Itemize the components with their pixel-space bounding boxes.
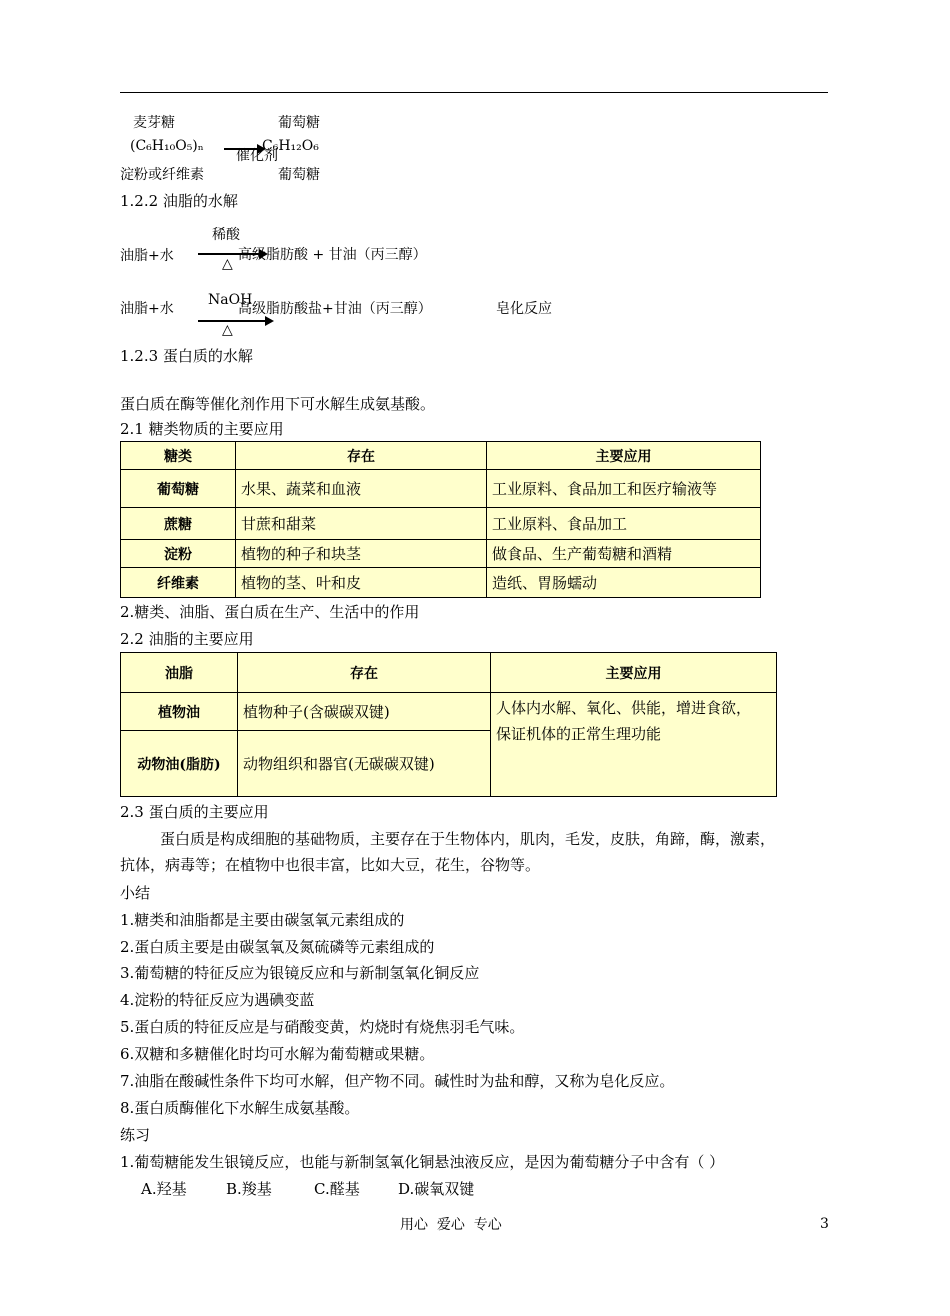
- summary-item: 8.蛋白质酶催化下水解生成氨基酸。: [120, 1099, 360, 1117]
- reaction-arrow: [198, 320, 272, 322]
- saponification-label: 皂化反应: [496, 301, 552, 317]
- table-header-cell: 主要应用: [491, 653, 777, 693]
- summary-title: 小结: [120, 884, 151, 902]
- table-cell: 工业原料、食品加工和医疗输液等: [487, 470, 761, 508]
- table-header-cell: 糖类: [121, 442, 236, 470]
- exercise-option: B.羧基: [226, 1180, 272, 1198]
- sugar-applications-table: [120, 441, 761, 598]
- table-cell: 工业原料、食品加工: [487, 508, 761, 540]
- section-heading: 1.2.2 油脂的水解: [120, 192, 238, 210]
- summary-item: 4.淀粉的特征反应为遇碘变蓝: [120, 991, 315, 1009]
- section-heading: 2.糖类、油脂、蛋白质在生产、生活中的作用: [120, 603, 420, 621]
- fat-water-label: 油脂+水: [120, 248, 174, 264]
- exercise-option: A.羟基: [141, 1180, 187, 1198]
- table-cell: 造纸、胃肠蠕动: [487, 568, 761, 598]
- table-row: [121, 540, 761, 568]
- heat-symbol: △: [222, 256, 233, 272]
- catalyst-label: 催化剂: [236, 148, 278, 164]
- footer-motto: 用心 爱心 专心: [400, 1217, 502, 1233]
- table-cell: 植物的种子和块茎: [236, 540, 487, 568]
- glucose-bottom-label: 葡萄糖: [278, 167, 320, 183]
- starch-formula: (C₆H₁₀O₅)ₙ: [130, 138, 204, 154]
- fat-base-products: 高级脂肪酸盐+甘油（丙三醇）: [238, 301, 432, 317]
- exercise-title: 练习: [120, 1126, 151, 1144]
- table-header-cell: 油脂: [121, 653, 238, 693]
- table-row: [121, 568, 761, 598]
- table-cell: 蔗糖: [121, 508, 236, 540]
- protein-paragraph: 蛋白质是构成细胞的基础物质，主要存在于生物体内，肌肉，毛发，皮肤，角蹄，酶，激素，: [160, 830, 776, 848]
- protein-paragraph: 抗体，病毒等；在植物中也很丰富，比如大豆，花生，谷物等。: [120, 856, 541, 874]
- exercise-option: D.碳氧双键: [398, 1180, 475, 1198]
- table-header-cell: 主要应用: [487, 442, 761, 470]
- section-heading: 2.1 糖类物质的主要应用: [120, 420, 284, 438]
- fat-water-label: 油脂+水: [120, 301, 174, 317]
- table-header-row: [121, 442, 761, 470]
- exercise-question: 1.葡萄糖能发生银镜反应，也能与新制氢氧化铜悬浊液反应，是因为葡萄糖分子中含有（ ）: [120, 1153, 725, 1171]
- table-cell: 植物种子(含碳碳双键): [238, 693, 491, 731]
- table-row: [121, 470, 761, 508]
- glucose-formula: C₆H₁₂O₆: [262, 138, 319, 154]
- table-cell: 植物油: [121, 693, 238, 731]
- summary-item: 3.葡萄糖的特征反应为银镜反应和与新制氢氧化铜反应: [120, 964, 480, 982]
- fat-application-line: 人体内水解、氧化、供能，增进食欲，: [496, 699, 752, 717]
- exercise-option: C.醛基: [314, 1180, 360, 1198]
- table-cell: 葡萄糖: [121, 470, 236, 508]
- table-cell: 动物组织和器官(无碳碳双键): [238, 731, 491, 797]
- section-heading: 2.3 蛋白质的主要应用: [120, 803, 269, 821]
- table-cell: 甘蔗和甜菜: [236, 508, 487, 540]
- glucose-top-label: 葡萄糖: [278, 115, 320, 131]
- starch-cellulose-label: 淀粉或纤维素: [120, 167, 204, 183]
- header-rule: [120, 92, 828, 93]
- protein-hydrolysis-text: 蛋白质在酶等催化剂作用下可水解生成氨基酸。: [120, 395, 436, 413]
- fat-acid-products: 高级脂肪酸 + 甘油（丙三醇）: [238, 247, 427, 263]
- fat-applications-table: [120, 652, 777, 797]
- table-cell: [491, 693, 777, 797]
- table-cell: 植物的茎、叶和皮: [236, 568, 487, 598]
- fat-application-line: 保证机体的正常生理功能: [496, 725, 662, 743]
- acid-label: 稀酸: [212, 227, 240, 243]
- table-row: [121, 693, 777, 731]
- page-number: 3: [820, 1216, 829, 1232]
- summary-item: 1.糖类和油脂都是主要由碳氢氧元素组成的: [120, 911, 405, 929]
- summary-item: 5.蛋白质的特征反应是与硝酸变黄，灼烧时有烧焦羽毛气味。: [120, 1018, 525, 1036]
- table-cell: 纤维素: [121, 568, 236, 598]
- heat-symbol: △: [222, 322, 233, 338]
- section-heading: 1.2.3 蛋白质的水解: [120, 347, 253, 365]
- section-heading: 2.2 油脂的主要应用: [120, 630, 254, 648]
- summary-item: 7.油脂在酸碱性条件下均可水解，但产物不同。碱性时为盐和醇，又称为皂化反应。: [120, 1072, 675, 1090]
- table-header-row: [121, 653, 777, 693]
- naoh-label: NaOH: [208, 292, 253, 308]
- table-cell: 淀粉: [121, 540, 236, 568]
- table-cell: 水果、蔬菜和血液: [236, 470, 487, 508]
- summary-item: 6.双糖和多糖催化时均可水解为葡萄糖或果糖。: [120, 1045, 435, 1063]
- table-row: [121, 508, 761, 540]
- table-cell: 动物油(脂肪): [121, 731, 238, 797]
- table-header-cell: 存在: [236, 442, 487, 470]
- table-header-cell: 存在: [238, 653, 491, 693]
- summary-item: 2.蛋白质主要是由碳氢氧及氮硫磷等元素组成的: [120, 938, 435, 956]
- table-cell: 做食品、生产葡萄糖和酒精: [487, 540, 761, 568]
- maltose-label: 麦芽糖: [133, 115, 175, 131]
